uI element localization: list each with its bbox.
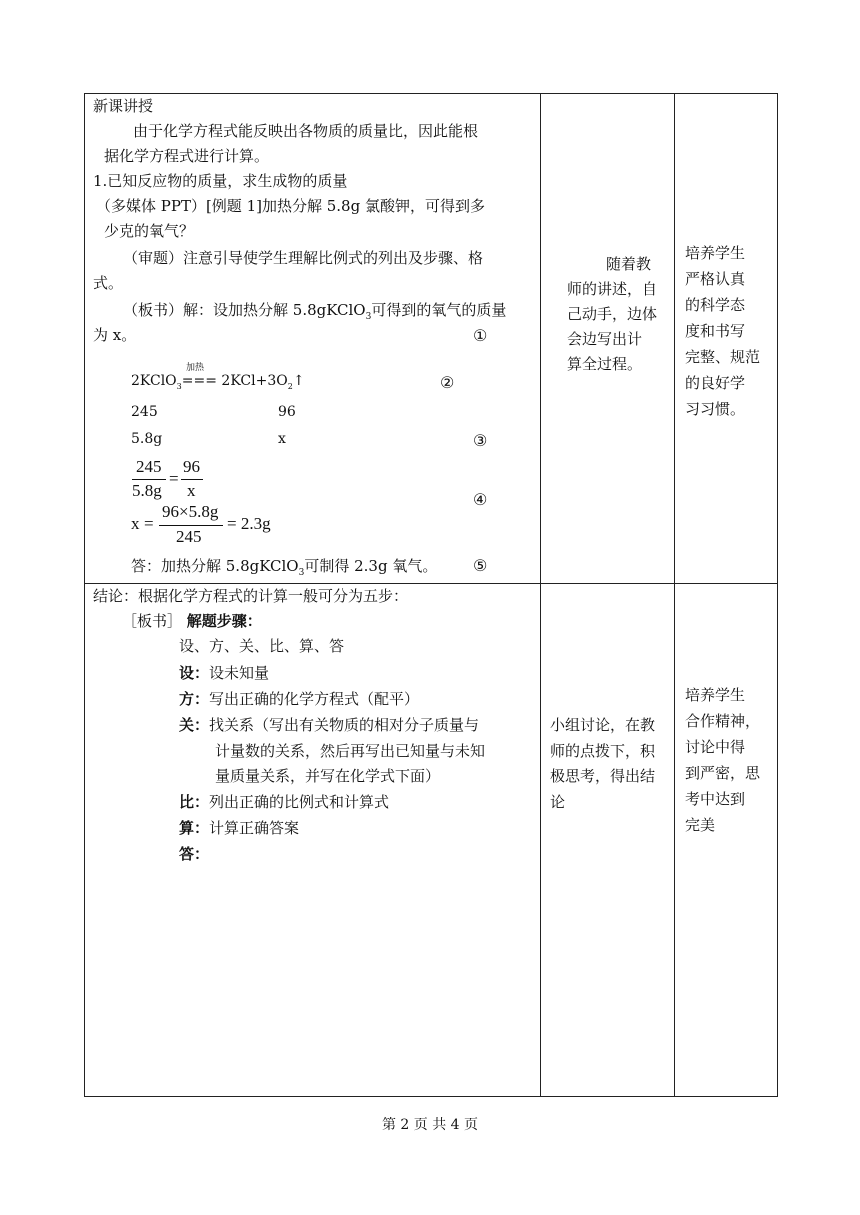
step-relation-line-2: 计量数的关系，然后再写出已知量与未知 <box>215 742 486 760</box>
step-marker-3: ③ <box>473 431 488 450</box>
column-divider-2 <box>674 94 675 1096</box>
step-relation: 关：找关系（写出有关物质的相对分子质量与 <box>179 716 480 734</box>
step-relation-line-3: 量质量关系，并写在化学式下面） <box>215 767 441 785</box>
step-marker-2: ② <box>440 373 455 392</box>
fraction-3-denominator: 245 <box>176 527 202 546</box>
goal-line-2: 严格认真 <box>685 270 746 288</box>
purpose-line-3: 讨论中得 <box>685 738 746 756</box>
heating-condition: 加热 <box>186 363 205 373</box>
review-line-2: 式。 <box>93 274 124 292</box>
step-equation: 方：写出正确的化学方程式（配平） <box>179 690 420 708</box>
goal-line-1: 培养学生 <box>685 244 746 262</box>
mass-unknown: x <box>278 431 286 447</box>
mass-given: 5.8g <box>131 431 163 447</box>
fraction-1-denominator: 5.8g <box>132 481 162 500</box>
section-heading: 新课讲授 <box>93 97 154 115</box>
purpose-line-5: 考中达到 <box>685 790 746 808</box>
result-value: = 2.3g <box>227 514 271 533</box>
purpose-line-1: 培养学生 <box>685 686 746 704</box>
activity-line-3: 极思考，得出结 <box>550 767 656 785</box>
molar-mass-o2: 96 <box>278 404 296 420</box>
solution-line-1: （板书）解：设加热分解 5.8gKClO$_3$可得到的氧气的质量 <box>123 301 507 322</box>
step-ratio: 比：列出正确的比例式和计算式 <box>179 793 390 811</box>
chemical-equation: 2KClO$_3$=== $2KCl+3O_2↑$ <box>131 373 305 391</box>
molar-mass-kclo3: 245 <box>131 404 158 420</box>
fraction-1-bar <box>132 479 166 480</box>
step-marker-5: ⑤ <box>473 556 488 575</box>
intro-line-2: 据化学方程式进行计算。 <box>104 147 270 165</box>
step-marker-1: ① <box>473 326 488 345</box>
fraction-3-numerator: 96×5.8g <box>162 502 219 521</box>
page-footer: 第 2 页 共 4 页 <box>381 1117 479 1133</box>
intro-line-1: 由于化学方程式能反映出各物质的质量比，因此能根 <box>133 122 479 140</box>
example-line-1: （多媒体 PPT）[例题 1]加热分解 5.8g 氯酸钾，可得到多 <box>96 197 485 215</box>
equals-sign-2: = <box>144 514 154 533</box>
activity-line-4: 论 <box>550 793 566 811</box>
solution-line-2: 为 x。 <box>93 326 137 344</box>
teacher-note-line-4: 会边写出计 <box>567 330 643 348</box>
goal-line-5: 完整、规范 <box>685 348 761 366</box>
goal-line-7: 习习惯。 <box>685 400 746 418</box>
activity-line-1: 小组讨论，在教 <box>550 716 656 734</box>
step-marker-4: ④ <box>473 490 488 509</box>
steps-summary: 设、方、关、比、算、答 <box>179 637 345 655</box>
x-label: x <box>131 514 140 533</box>
teacher-note-line-1: 随着教 <box>606 255 652 273</box>
step-set: 设：设未知量 <box>179 664 270 682</box>
step-compute: 算：计算正确答案 <box>179 819 300 837</box>
activity-line-2: 师的点拨下，积 <box>550 742 656 760</box>
column-divider-1 <box>540 94 541 1096</box>
purpose-line-6: 完美 <box>685 816 716 834</box>
teacher-note-line-3: 己动手，边体 <box>567 305 658 323</box>
fraction-2-denominator: x <box>187 481 196 500</box>
goal-line-6: 的良好学 <box>685 374 746 392</box>
example-line-2: 少克的氧气？ <box>104 222 195 240</box>
teacher-note-line-2: 师的讲述，自 <box>567 280 658 298</box>
conclusion-text: 结论：根据化学方程式的计算一般可分为五步： <box>93 587 409 605</box>
fraction-3-bar <box>159 525 223 526</box>
fraction-1-numerator: 245 <box>136 457 162 476</box>
equals-sign: = <box>169 469 179 488</box>
purpose-line-2: 合作精神， <box>685 712 761 730</box>
step-answer: 答： <box>179 845 210 863</box>
fraction-2-bar <box>181 479 203 480</box>
subtopic-title: 1.已知反应物的质量，求生成物的质量 <box>93 172 348 190</box>
purpose-line-4: 到严密，思 <box>685 764 761 782</box>
answer-line: 答：加热分解 5.8gKClO$_3$可制得 2.3g 氧气。 <box>131 557 438 578</box>
goal-line-3: 的科学态 <box>685 296 746 314</box>
board-label: ［板书］ 解题步骤： <box>122 612 262 630</box>
review-line-1: （审题）注意引导使学生理解比例式的列出及步骤、格 <box>123 249 484 267</box>
goal-line-4: 度和书写 <box>685 322 746 340</box>
teacher-note-line-5: 算全过程。 <box>567 355 643 373</box>
fraction-2-numerator: 96 <box>183 457 200 476</box>
